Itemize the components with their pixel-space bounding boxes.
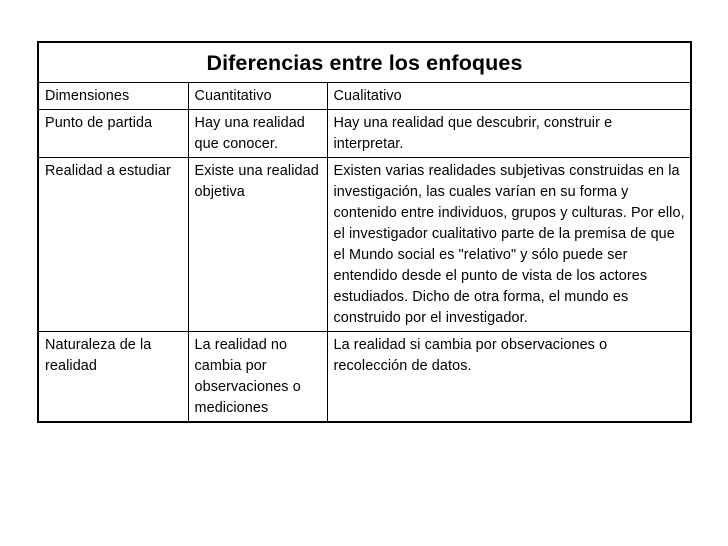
table-title: Diferencias entre los enfoques [38,42,691,83]
row-cualitativo-cell: Hay una realidad que descubrir, construir e interpretar. [327,110,691,158]
row-dimension-cell: Punto de partida [38,110,188,158]
row-cuantitativo-cell: Hay una realidad que conocer. [188,110,327,158]
table-header-row [38,83,691,110]
row-dimension-cell: Realidad a estudiar [38,158,188,332]
row-cualitativo-cell: Existen varias realidades subjetivas construidas en la investigación, las cuales varían en su forma y contenido entre individuos, grupos y culturas. Por ello, el investigador cualitativo parte de la premisa de que el Mundo social es "relativo" y sólo puede ser entendido desde el punto de vista de los actores estudiados. Dicho de otra forma, el mundo es construido por el investigador. [327,158,691,332]
row-cualitativo-cell: La realidad si cambia por observaciones o recolección de datos. [327,332,691,423]
table-row [38,158,691,332]
header-cuantitativo: Cuantitativo [188,83,327,110]
header-dimensiones: Dimensiones [38,83,188,110]
row-cuantitativo-cell: La realidad no cambia por observaciones o mediciones [188,332,327,423]
row-dimension-cell: Naturaleza de la realidad [38,332,188,423]
row-cuantitativo-cell: Existe una realidad objetiva [188,158,327,332]
table-row [38,332,691,423]
table-title-row [38,42,691,83]
comparison-table [37,41,692,423]
table-row [38,110,691,158]
header-cualitativo: Cualitativo [327,83,691,110]
